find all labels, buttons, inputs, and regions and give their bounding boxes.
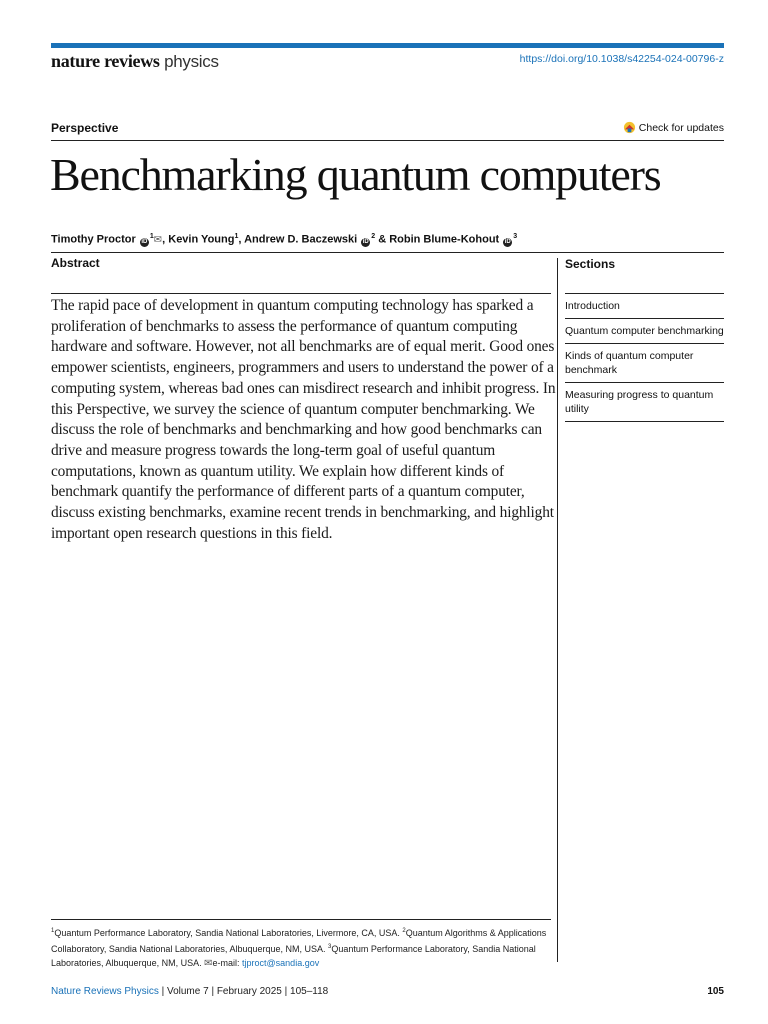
sections-heading: Sections xyxy=(565,257,616,271)
author-separator: , xyxy=(162,233,169,246)
journal-logo xyxy=(51,51,219,72)
email-label: e-mail: xyxy=(212,958,240,968)
section-link-benchmarking[interactable]: Quantum computer benchmarking xyxy=(565,319,724,344)
orcid-icon[interactable]: iD xyxy=(141,238,148,245)
affiliation-2: Quantum Algorithms & Applications Collaboratory, Sandia National Laboratories, Albuquerque, NM, USA. xyxy=(51,928,547,954)
journal-accent-bar xyxy=(51,43,724,48)
journal-subtitle: physics xyxy=(164,52,219,71)
column-divider xyxy=(557,258,558,962)
check-updates-label: Check for updates xyxy=(638,121,724,134)
author-name[interactable]: Timothy Proctor xyxy=(51,233,136,246)
abstract-heading: Abstract xyxy=(51,256,100,270)
orcid-icon[interactable]: iD xyxy=(504,238,511,245)
author-affiliation-sup: 1 xyxy=(234,233,239,240)
article-title: Benchmarking quantum computers xyxy=(50,149,661,200)
email-icon[interactable]: ✉ xyxy=(153,234,163,246)
author-affiliation-sup: 3 xyxy=(513,233,518,240)
affiliation-3: Quantum Performance Laboratory, Sandia National Laboratories, Albuquerque, NM, USA. xyxy=(51,944,536,968)
footer-issue: | Volume 7 | February 2025 | 105–118 xyxy=(158,986,329,997)
authors-divider xyxy=(51,252,724,253)
section-link-kinds[interactable]: Kinds of quantum computer benchmark xyxy=(565,344,724,383)
check-updates-icon xyxy=(623,121,636,134)
email-link[interactable]: tjproct@sandia.gov xyxy=(242,958,320,968)
affiliations: $^1$Quantum Performance Laboratory, Sandia National Laboratories, Livermore, CA, USA. $^2$Quantum Algorithms & Applications Collaboratory, Sandia National Laboratories, Albuquerque, NM, USA. $^3$Quantum Performance Laboratory, Sandia National Laboratories, Albuquerque, NM, USA. ✉e-mail: tjproct@sandia.gov xyxy=(51,928,547,969)
check-for-updates-link[interactable] xyxy=(623,121,724,134)
abstract-divider xyxy=(51,293,551,294)
author-list xyxy=(51,233,517,247)
page-number: 105 xyxy=(707,986,724,997)
author-name[interactable]: Andrew D. Baczewski xyxy=(244,233,358,246)
title-divider xyxy=(51,140,724,141)
footer-citation xyxy=(51,986,328,997)
author-separator: & xyxy=(375,233,390,246)
orcid-icon[interactable]: iD xyxy=(362,238,369,245)
journal-brand: nature reviews xyxy=(51,51,160,71)
email-icon: ✉ xyxy=(204,958,213,969)
footer-journal-name[interactable]: Nature Reviews Physics xyxy=(51,986,159,997)
author-separator: , xyxy=(238,233,245,246)
author-affiliation-sup: 1 xyxy=(149,233,154,240)
author-affiliation-sup: 2 xyxy=(371,233,376,240)
affiliation-1: Quantum Performance Laboratory, Sandia National Laboratories, Livermore, CA, USA. xyxy=(54,928,400,938)
section-link-introduction[interactable]: Introduction xyxy=(565,294,724,319)
abstract-text: The rapid pace of development in quantum computing technology has sparked a proliferation of benchmarks to assess the performance of quantum computing hardware and software. However, not all benchmarks are of equal merit. Good ones empower scientists, engineers, programmers and users to understand the power of a computing system, whereas bad ones can misdirect research and inhibit progress. In this Perspective, we survey the science of quantum computer benchmarking. We discuss the role of benchmarks and benchmarking and how good benchmarks can drive and measure progress towards the long-term goal of useful quantum computations, known as quantum utility. We explain how different kinds of benchmark quantify the performance of different parts of a quantum computer, discuss existing benchmarks, examine recent trends in benchmarking, and highlight important open research questions in this field. xyxy=(51,297,556,542)
author-name[interactable]: Kevin Young xyxy=(168,233,235,246)
sections-list xyxy=(565,293,724,422)
section-link-progress[interactable]: Measuring progress to quantum utility xyxy=(565,383,724,422)
affiliations-divider xyxy=(51,919,551,920)
article-type: Perspective xyxy=(51,121,119,135)
doi-link[interactable]: https://doi.org/10.1038/s42254-024-00796-z xyxy=(519,53,724,65)
author-name[interactable]: Robin Blume-Kohout xyxy=(389,233,500,246)
